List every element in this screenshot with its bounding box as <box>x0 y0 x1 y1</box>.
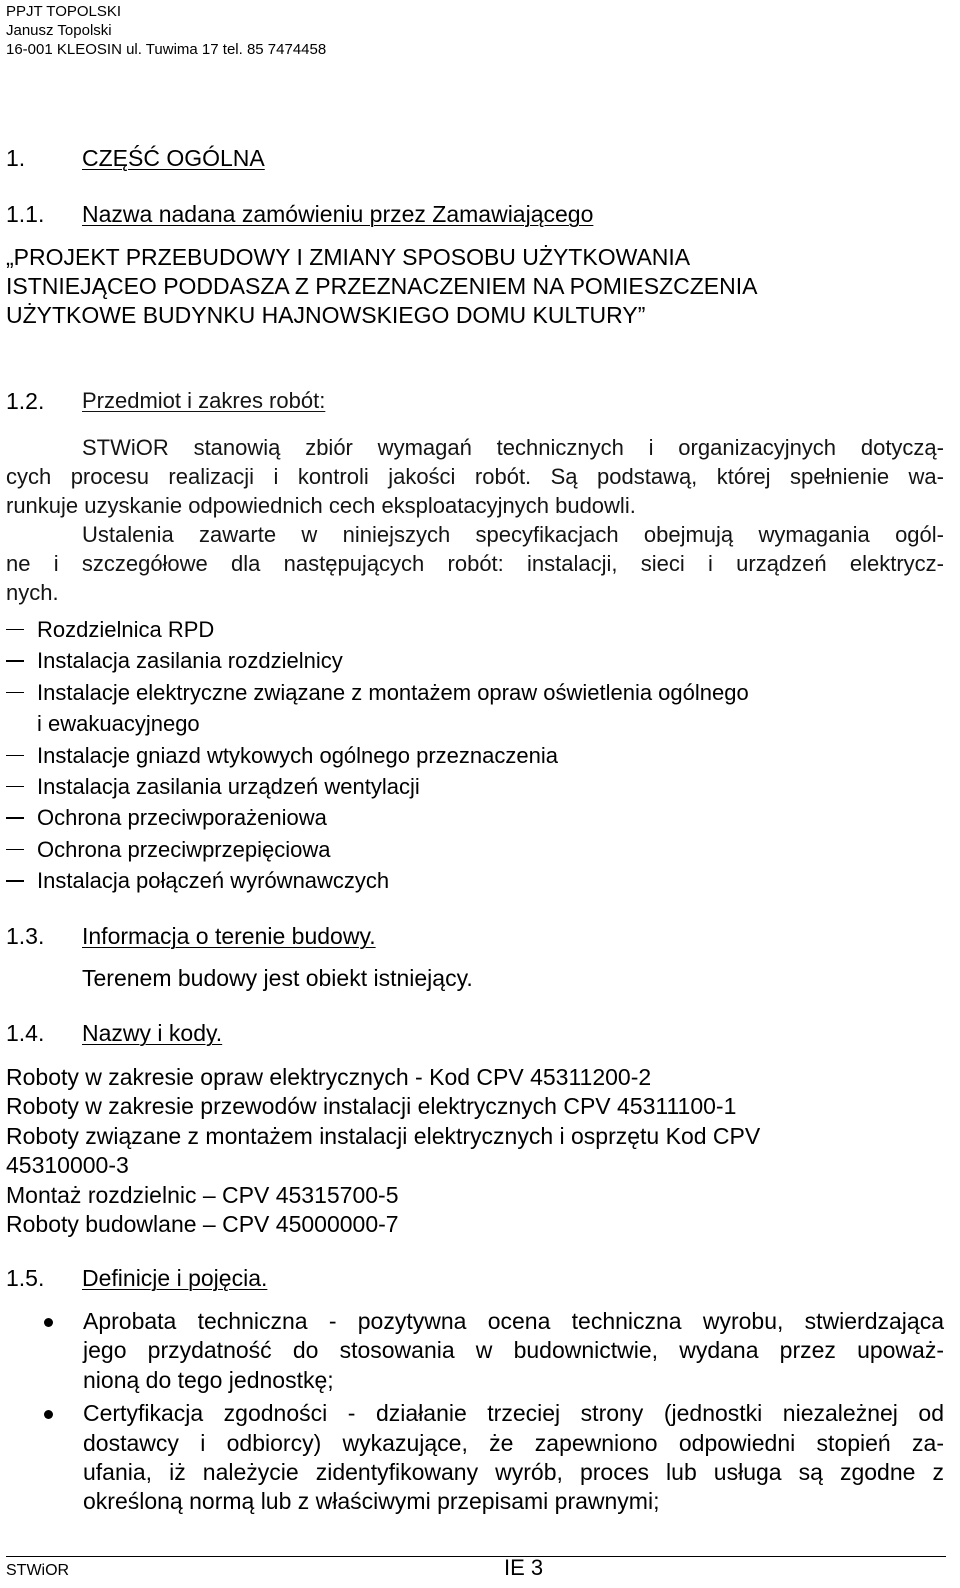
paragraph-line: runkuje uzyskanie odpowiednich cech eksploatacyjnych budowli. <box>6 493 636 518</box>
section-1-2-paragraph <box>6 433 944 607</box>
dash-icon <box>6 629 24 630</box>
section-1-2-title: Przedmiot i zakres robót: <box>82 388 326 413</box>
definitions-list <box>6 1307 944 1521</box>
dash-icon <box>6 849 24 850</box>
list-item: Rozdzielnica RPD <box>6 614 936 645</box>
list-item: Instalacja połączeń wyrównawczych <box>6 865 936 896</box>
dash-icon <box>6 880 24 881</box>
dash-icon <box>6 786 24 787</box>
list-item: Ochrona przeciwprzepięciowa <box>6 834 936 865</box>
section-1-3-number: 1.3. <box>6 923 45 949</box>
list-item: Instalacja zasilania urządzeń wentylacji <box>6 771 936 802</box>
list-item: Instalacje elektryczne związane z montażem opraw oświetlenia ogólnego <box>6 677 936 708</box>
section-1-1-title: Nazwa nadana zamówieniu przez Zamawiającego <box>82 201 594 227</box>
section-1-2-number: 1.2. <box>6 388 45 414</box>
paragraph-line: cych procesu realizacji i kontroli jakości robót. Są podstawą, której spełnienie wa- <box>6 464 944 489</box>
section-1-number: 1. <box>6 145 26 171</box>
code-line: 45310000-3 <box>6 1152 129 1179</box>
list-item-continuation: i ewakuacyjnego <box>37 711 200 737</box>
list-item: Ochrona przeciwporażeniowa <box>6 802 936 833</box>
list-item: Aprobata techniczna - pozytywna ocena techniczna wyrobu, stwierdzająca jego przydatność do stosowania w budownictwie, wydana przez upoważ- nioną do tego jednostkę; <box>6 1307 944 1395</box>
footer-doc-name: STWiOR <box>6 1562 70 1579</box>
section-1-4-title: Nazwy i kody. <box>82 1020 223 1046</box>
project-line: „PROJEKT PRZEBUDOWY I ZMIANY SPOSOBU UŻYTKOWANIA <box>6 244 691 270</box>
list-item: Instalacje gniazd wtykowych ogólnego przeznaczenia <box>6 740 936 771</box>
paragraph-line: STWiOR stanowią zbiór wymagań technicznych i organizacyjnych dotyczą- <box>82 435 944 460</box>
dash-icon <box>6 660 24 661</box>
paragraph-line: Ustalenia zawarte w niniejszych specyfikacjach obejmują wymagania ogól- <box>82 522 944 547</box>
person-name: Janusz Topolski <box>6 22 112 39</box>
footer-divider <box>6 1556 946 1557</box>
dash-icon <box>6 755 24 756</box>
section-1-5-title: Definicje i pojęcia. <box>82 1265 268 1291</box>
paragraph-line: nych. <box>6 580 59 605</box>
code-line: Roboty w zakresie przewodów instalacji elektrycznych CPV 45311100-1 <box>6 1093 737 1120</box>
section-1-4-number: 1.4. <box>6 1020 45 1046</box>
code-line: Roboty związane z montażem instalacji elektrycznych i osprzętu Kod CPV <box>6 1122 761 1149</box>
page-header <box>6 2 326 59</box>
section-1-title: CZĘŚĆ OGÓLNA <box>82 145 265 171</box>
bullet-icon <box>44 1318 53 1327</box>
footer-page-label: IE 3 <box>504 1555 544 1580</box>
project-line: ISTNIEJĄCEO PODDASZA Z PRZEZNACZENIEM NA POMIESZCZENIA <box>6 273 758 299</box>
paragraph-line: ne i szczegółowe dla następujących robót: instalacji, sieci i urządzeń elektrycz- <box>6 551 944 576</box>
company-name: PPJT TOPOLSKI <box>6 3 122 20</box>
section-1-3-title: Informacja o terenie budowy. <box>82 923 376 949</box>
bullet-icon <box>44 1410 53 1419</box>
code-line: Montaż rozdzielnic – CPV 45315700-5 <box>6 1181 399 1208</box>
section-1-1-number: 1.1. <box>6 201 45 227</box>
dash-icon <box>6 692 24 693</box>
cpv-codes <box>6 1063 760 1239</box>
code-line: Roboty w zakresie opraw elektrycznych - Kod CPV 45311200-2 <box>6 1064 652 1090</box>
list-item: Certyfikacja zgodności - działanie trzeciej strony (jednostki niezależnej od dostawcy i odbiorcy) wykazujące, że zapewniono odpowiedni stopień za- ufania, iż należycie zidentyfikowany wyrób, proces lub usługa są zgodne z określoną normą lub z właściwymi przepisami prawnymi; <box>6 1399 944 1517</box>
project-name <box>6 243 757 330</box>
dash-icon <box>6 817 24 818</box>
section-1-3-text: Terenem budowy jest obiekt istniejący. <box>82 965 473 991</box>
list-item: Instalacja zasilania rozdzielnicy <box>6 645 936 676</box>
section-1-5-number: 1.5. <box>6 1265 45 1291</box>
project-line: UŻYTKOWE BUDYNKU HAJNOWSKIEGO DOMU KULTURY” <box>6 302 646 328</box>
code-line: Roboty budowlane – CPV 45000000-7 <box>6 1211 399 1238</box>
scope-list <box>6 614 936 897</box>
company-address: 16-001 KLEOSIN ul. Tuwima 17 tel. 85 7474458 <box>6 41 327 58</box>
